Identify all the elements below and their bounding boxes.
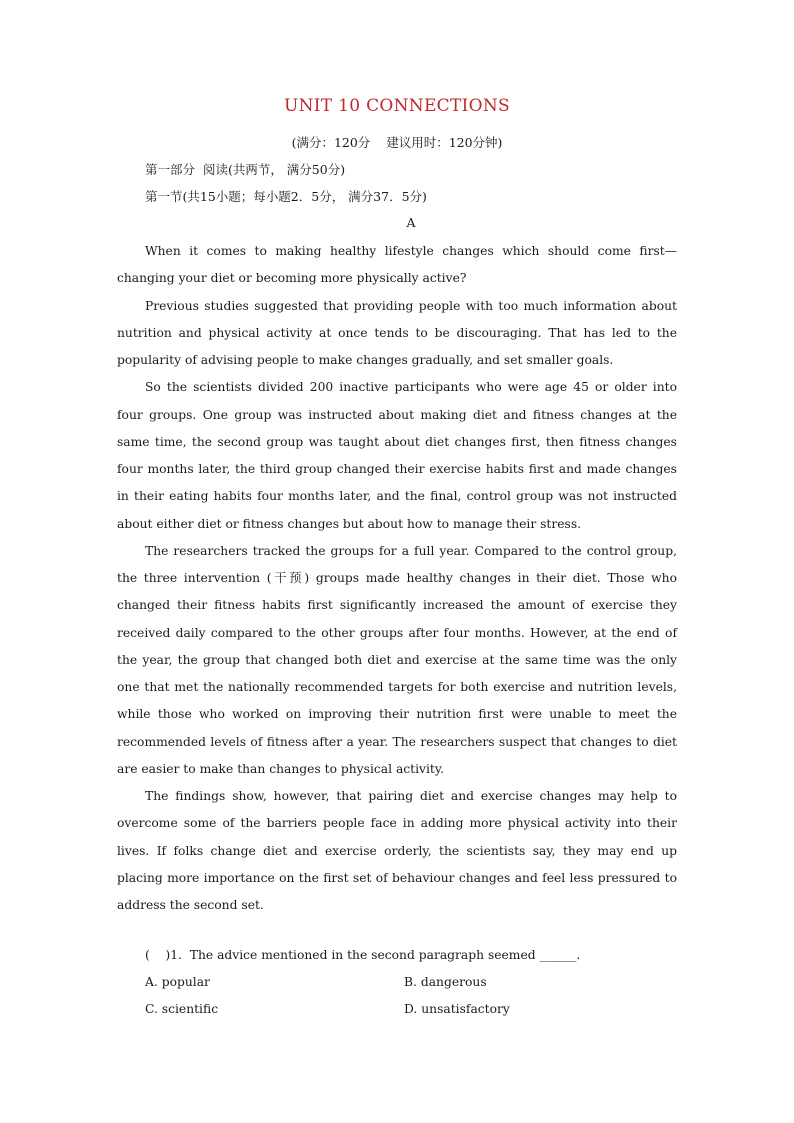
exam-meta: (满分：120分 建议用时：120分钟) (291, 135, 503, 150)
option-b: B. dangerous (404, 975, 487, 989)
paragraph: Previous studies suggested that providing people with too much information about nutrition and physical activity at once tends to be discouraging. That has led to the popularity of advising people to make changes gradually, and set smaller goals. (117, 298, 677, 367)
part-heading: 第一部分 阅读(共两节， 满分50分) (145, 162, 346, 177)
paragraph: The researchers tracked the groups for a full year. Compared to the control group, the three intervention (干预) groups made healthy changes in their diet. Those who changed their fitness habits first significantly increased the amount of exercise they received daily compared to the other groups after four months. However, at the end of the year, the group that changed both diet and exercise at the same time was the only one that met the nationally recommended targets for both exercise and nutrition levels, while those who worked on improving their nutrition first were unable to meet the recommended levels of fitness after a year. The researchers suspect that changes to diet are easier to make than changes to physical activity. (117, 543, 677, 776)
section-heading: 第一节(共15小题；每小题2．5分， 满分37．5分) (145, 189, 427, 204)
option-d: D. unsatisfactory (404, 1002, 510, 1016)
question-stem: ( )1. The advice mentioned in the second paragraph seemed ______. (145, 948, 581, 962)
paragraph: When it comes to making healthy lifestyle changes which should come first—changing your diet or becoming more physically active? (117, 244, 677, 286)
option-c: C. scientific (145, 1002, 219, 1016)
option-a: A. popular (145, 975, 210, 989)
passage-label: A (406, 215, 416, 230)
unit-title: UNIT 10 CONNECTIONS (283, 96, 511, 116)
passage-body (117, 238, 677, 919)
paragraph: So the scientists divided 200 inactive participants who were age 45 or older into four groups. One group was instructed about making diet and fitness changes at the same time, the second group was taught about diet changes first, then fitness changes four months later, the third group changed their exercise habits first and made changes in their eating habits four months later, and the final, control group was not instructed about either diet or fitness changes but about how to manage their stress. (117, 380, 677, 531)
paragraph: The findings show, however, that pairing diet and exercise changes may help to overcome some of the barriers people face in adding more physical activity into their lives. If folks change diet and exercise orderly, the scientists say, they may end up placing more importance on the first set of behaviour changes and feel less pressured to address the second set. (117, 789, 677, 912)
